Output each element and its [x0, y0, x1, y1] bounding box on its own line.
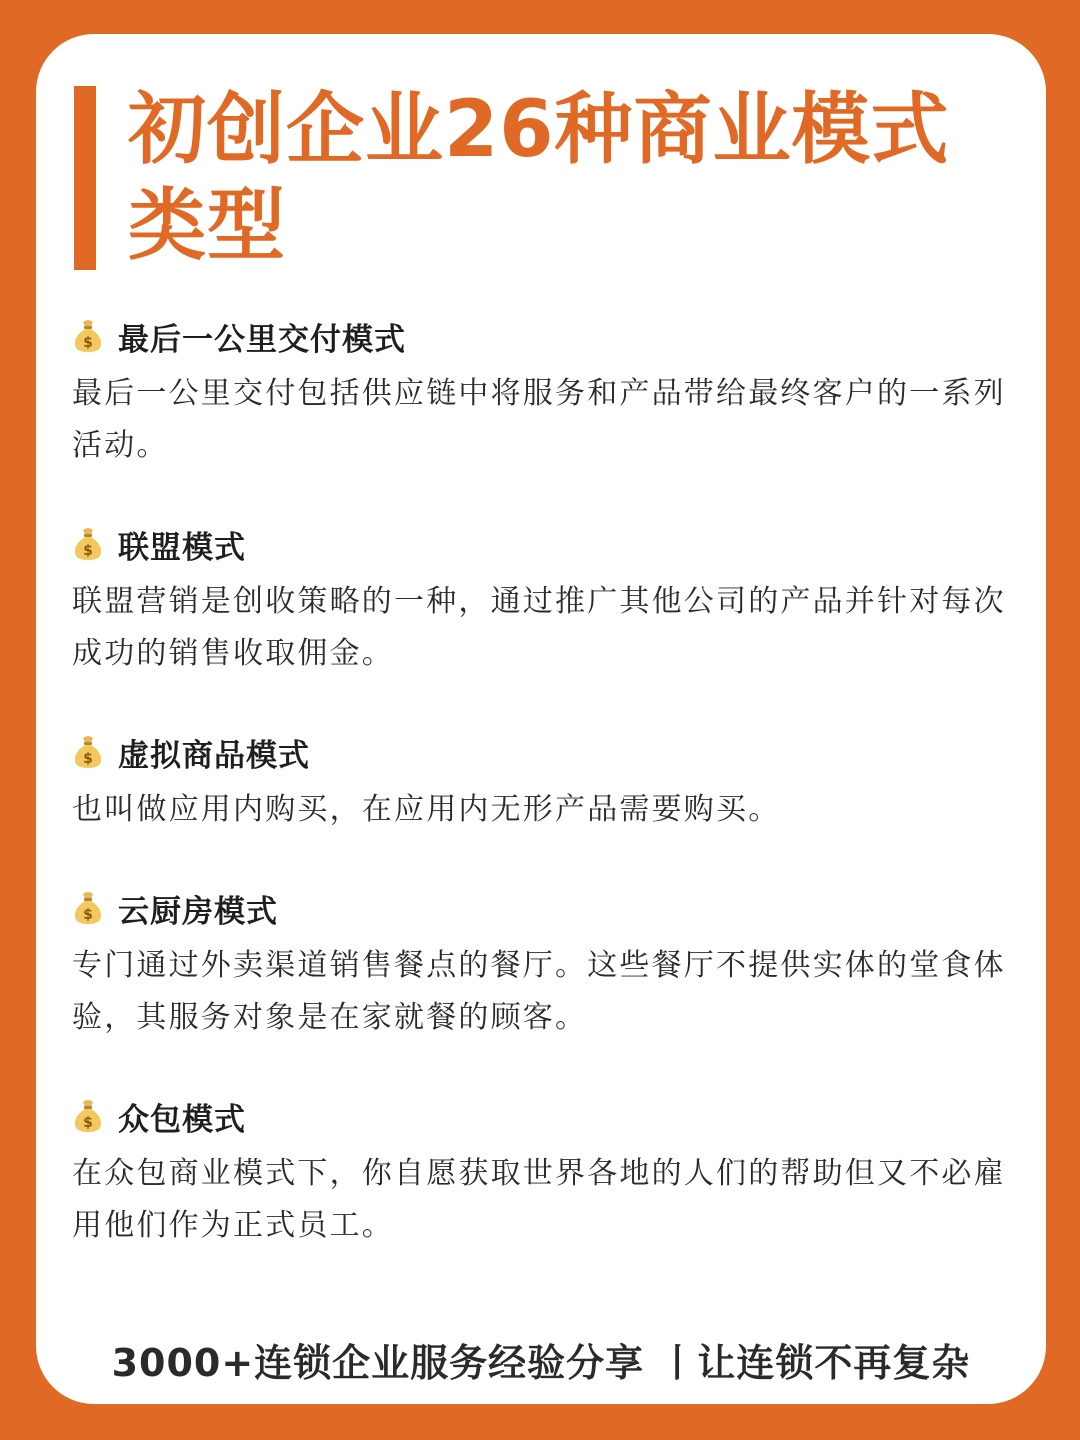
money-bag-icon — [72, 526, 104, 562]
section-crowdsourcing — [72, 1094, 1017, 1252]
section-body: 也叫做应用内购买，在应用内无形产品需要购买。 — [72, 792, 781, 827]
footer-tagline: 3000+连锁企业服务经验分享 丨让连锁不再复杂 — [111, 1341, 971, 1385]
section-header — [72, 730, 1017, 774]
section-title: 云厨房模式 — [118, 893, 278, 930]
section-body: 专门通过外卖渠道销售餐点的餐厅。这些餐厅不提供实体的堂食体验，其服务对象是在家就餐的顾客。 — [72, 948, 1006, 1035]
section-last-mile — [72, 314, 1017, 472]
page-title: 初创企业26种商业模式类型 — [128, 85, 950, 271]
section-title: 众包模式 — [118, 1101, 246, 1138]
money-bag-icon — [72, 734, 104, 770]
svg-text:$: $ — [83, 543, 93, 559]
section-title: 虚拟商品模式 — [118, 737, 310, 774]
section-body: 最后一公里交付包括供应链中将服务和产品带给最终客户的一系列活动。 — [72, 376, 1006, 463]
section-header — [72, 1094, 1017, 1138]
section-header — [72, 522, 1017, 566]
section-header — [72, 886, 1017, 930]
money-bag-icon — [72, 890, 104, 926]
money-bag-icon — [72, 318, 104, 354]
svg-text:$: $ — [83, 907, 93, 923]
title-accent-bar — [74, 86, 96, 270]
section-header — [72, 314, 1017, 358]
svg-text:$: $ — [83, 1115, 93, 1131]
section-title: 联盟模式 — [118, 529, 246, 566]
section-virtual-goods — [72, 730, 1017, 836]
section-body: 联盟营销是创收策略的一种，通过推广其他公司的产品并针对每次成功的销售收取佣金。 — [72, 584, 1006, 671]
money-bag-icon — [72, 1098, 104, 1134]
svg-text:$: $ — [83, 335, 93, 351]
svg-text:$: $ — [83, 751, 93, 767]
section-affiliate — [72, 522, 1017, 680]
section-cloud-kitchen — [72, 886, 1017, 1044]
section-title: 最后一公里交付模式 — [118, 321, 406, 358]
section-body: 在众包商业模式下，你自愿获取世界各地的人们的帮助但又不必雇用他们作为正式员工。 — [72, 1156, 1006, 1243]
